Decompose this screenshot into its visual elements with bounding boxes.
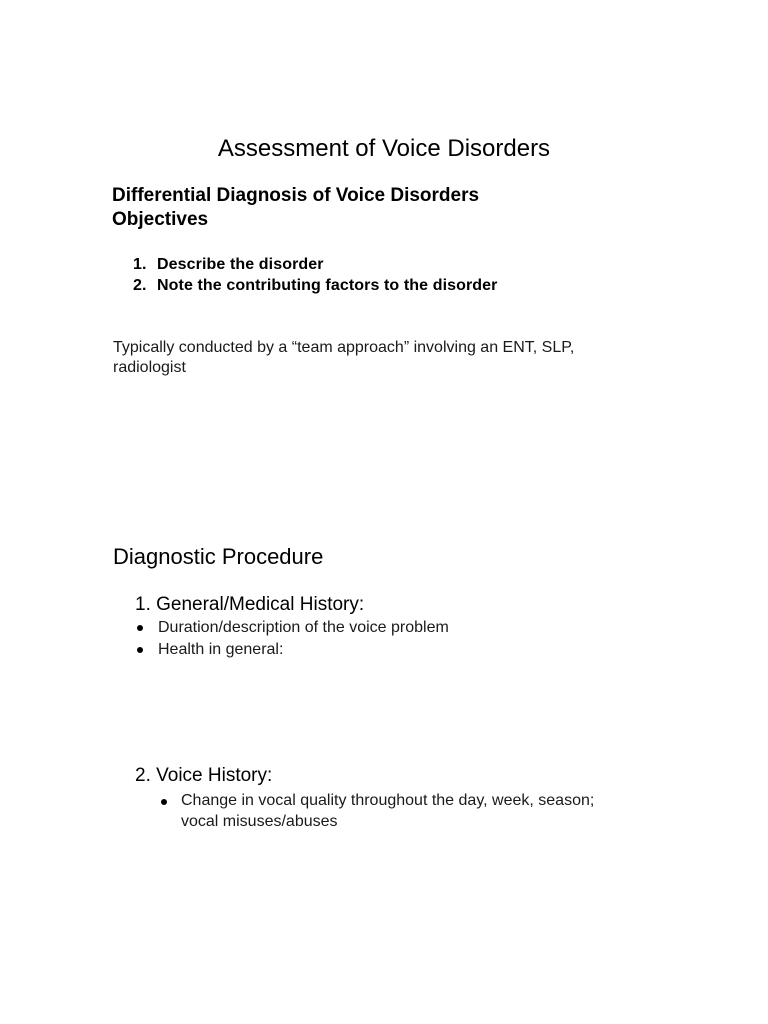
step-voice-history-heading: 2. Voice History:	[135, 765, 273, 786]
bullet-icon	[137, 647, 143, 653]
objective-item	[133, 275, 498, 296]
diagnostic-procedure-title: Diagnostic Procedure	[113, 544, 324, 569]
step-general-medical-history-heading: 1. General/Medical History:	[135, 594, 365, 615]
bullet-duration-description: Duration/description of the voice problem	[158, 619, 449, 636]
objective-number: 2.	[133, 277, 147, 294]
objective-item	[133, 254, 324, 275]
bullet-continuation-vocal-misuses: vocal misuses/abuses	[181, 813, 338, 830]
bullet-change-in-vocal-quality: Change in vocal quality throughout the day, week, season;	[181, 792, 595, 809]
team-approach-line-1: Typically conducted by a “team approach” involving an ENT, SLP,	[113, 339, 575, 356]
subheading-differential-diagnosis: Differential Diagnosis of Voice Disorders	[112, 185, 480, 206]
subheading-objectives: Objectives	[112, 209, 209, 230]
objective-number: 1.	[133, 256, 147, 273]
bullet-icon	[137, 625, 143, 631]
team-approach-paragraph	[113, 338, 673, 378]
bullet-health-in-general: Health in general:	[158, 641, 284, 658]
objective-text: Note the contributing factors to the disorder	[157, 277, 498, 294]
document-title: Assessment of Voice Disorders	[217, 135, 551, 162]
team-approach-line-2: radiologist	[113, 359, 186, 376]
bullet-icon	[161, 799, 167, 805]
objective-text: Describe the disorder	[157, 256, 324, 273]
